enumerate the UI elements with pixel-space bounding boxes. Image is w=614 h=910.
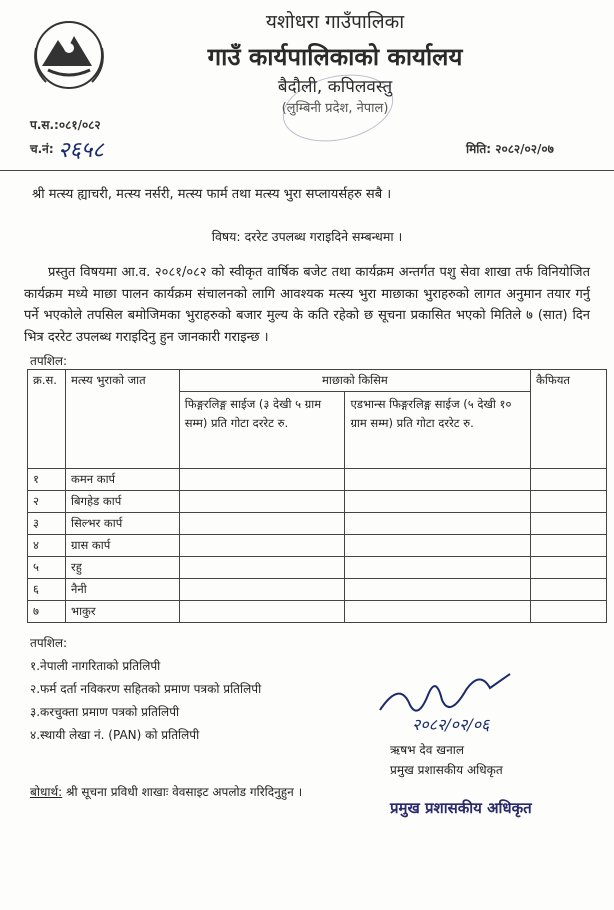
cell-advanced xyxy=(345,557,531,579)
fish-rate-table xyxy=(27,369,607,623)
cell-fingerling xyxy=(179,535,345,557)
nepal-emblem-icon xyxy=(28,18,110,92)
cell-advanced xyxy=(345,579,531,601)
cell-sn: ३ xyxy=(28,513,66,535)
designation-stamp: प्रमुख प्रशासकीय अधिकृत xyxy=(390,799,532,817)
header-divider xyxy=(0,170,614,171)
table-row xyxy=(28,469,607,491)
table-header-row xyxy=(28,370,607,392)
cell-name: सिल्भर कार्प xyxy=(65,513,179,535)
required-documents xyxy=(30,632,261,747)
addressee: श्री मत्स्य ह्याचरी, मत्स्य नर्सरी, मत्स्य फार्म तथा मत्स्य भुरा सप्लायर्सहरु सबै । xyxy=(32,187,392,202)
signatory xyxy=(390,740,503,780)
office-name: यशोधरा गाउँपालिका xyxy=(265,11,405,33)
table-row xyxy=(28,491,607,513)
cell-advanced xyxy=(345,513,531,535)
table-row xyxy=(28,535,607,557)
cell-name: नैनी xyxy=(65,579,179,601)
signatory-name: ऋषभ देव खनाल xyxy=(390,743,465,757)
cell-sn: १ xyxy=(28,469,66,491)
signatory-designation: प्रमुख प्रशासकीय अधिकृत xyxy=(390,763,503,777)
cell-name: बिगहेड कार्प xyxy=(65,491,179,513)
col-fingerling-header: फिङ्गरलिङ्ग साईज (३ देखी ५ ग्राम सम्म) प्रति गोटा दररेट रु. xyxy=(179,392,345,469)
office-address: बैदौली, कपिलवस्तु xyxy=(277,77,393,97)
cell-name: कमन कार्प xyxy=(65,469,179,491)
table-label: तपशिल: xyxy=(30,354,68,368)
col-name-header: मत्स्य भुराको जात xyxy=(65,370,179,469)
cell-name: भाकुर xyxy=(65,601,179,623)
cell-advanced xyxy=(345,535,531,557)
cell-sn: ७ xyxy=(28,601,66,623)
cell-sn: २ xyxy=(28,491,66,513)
doc-item: ३.करचुक्ता प्रमाण पत्रको प्रतिलिपी xyxy=(30,705,180,719)
cell-remarks xyxy=(531,535,607,557)
cell-sn: ५ xyxy=(28,557,66,579)
body-paragraph: प्रस्तुत विषयमा आ.व. २०८१/०८२ को स्वीकृत वार्षिक बजेट तथा कार्यक्रम अन्तर्गत पशु सेवा शाखा तर्फ विनियोजित कार्यक्रम मध्ये माछा पालन कार्यक्रम संचालनको लागि आवश्यक मत्स्य भुरा माछाका भुराहरुको लागत अनुमान तयार गर्नु पर्ने भएकोले तपसिल बमोजिमका भुराहरुको बजार मुल्य के कति रहेको छ सूचना प्रकासित भएको मितिले ७ (सात) दिन भित्र दररेट उपलब्ध गराइदिनु हुन जानकारी गराइन्छ । xyxy=(24,265,590,345)
dispatch-number-handwritten: २६५८ xyxy=(58,138,104,163)
col-remarks-header: कैफियत xyxy=(531,370,607,469)
col-advanced-fingerling-header: एडभान्स फिङ्गरलिङ्ग साईज (५ देखी १० ग्राम सम्म) प्रति गोटा दररेट रु. xyxy=(345,392,531,469)
cc-line xyxy=(30,783,302,800)
cell-fingerling xyxy=(179,513,345,535)
dispatch-number-label: च.नं: xyxy=(30,142,54,156)
cell-name: ग्रास कार्प xyxy=(65,535,179,557)
cell-remarks xyxy=(531,513,607,535)
office-province: (लुम्बिनी प्रदेश, नेपाल) xyxy=(281,101,389,116)
docs-label: तपशिल: xyxy=(30,636,68,650)
cell-remarks xyxy=(531,579,607,601)
doc-item: १.नेपाली नागरिताको प्रतिलिपी xyxy=(30,659,161,673)
cell-advanced xyxy=(345,469,531,491)
col-type-group-header: माछाको किसिम xyxy=(179,370,530,392)
doc-item: २.फर्म दर्ता नविकरण सहितको प्रमाण पत्रको प्रतिलिपी xyxy=(30,682,262,696)
subject-line: विषय: दररेट उपलब्ध गराइदिने सम्बन्धमा । xyxy=(211,229,403,244)
cell-remarks xyxy=(531,601,607,623)
cell-fingerling xyxy=(179,557,345,579)
cell-remarks xyxy=(531,491,607,513)
table-row xyxy=(28,557,607,579)
cell-sn: ६ xyxy=(28,579,66,601)
cell-fingerling xyxy=(179,491,345,513)
cell-sn: ४ xyxy=(28,535,66,557)
cell-advanced xyxy=(345,601,531,623)
table-row xyxy=(28,579,607,601)
cell-remarks xyxy=(531,557,607,579)
office-title: गाउँ कार्यपालिकाको कार्यालय xyxy=(207,43,463,71)
doc-item: ४.स्थायी लेखा नं. (PAN) को प्रतिलिपी xyxy=(30,728,200,742)
cell-fingerling xyxy=(179,579,345,601)
cell-fingerling xyxy=(179,469,345,491)
cell-remarks xyxy=(531,469,607,491)
signature-date: २०८२/०२/०६ xyxy=(412,715,490,734)
letter-date: मिति: २०८२/०२/०७ xyxy=(466,142,554,156)
table-row xyxy=(28,513,607,535)
cell-name: रहु xyxy=(65,557,179,579)
cell-fingerling xyxy=(179,601,345,623)
cc-label: बोधार्थ: xyxy=(30,785,63,799)
signature-mark xyxy=(370,660,560,740)
reference-number: प.स.:०८१/०८२ xyxy=(30,118,101,132)
table-row xyxy=(28,601,607,623)
cell-advanced xyxy=(345,491,531,513)
cc-text: श्री सूचना प्रविधी शाखाः वेवसाइट अपलोड गरिदिनुहुन । xyxy=(66,785,303,799)
col-sn-header: क्र.स. xyxy=(28,370,66,469)
